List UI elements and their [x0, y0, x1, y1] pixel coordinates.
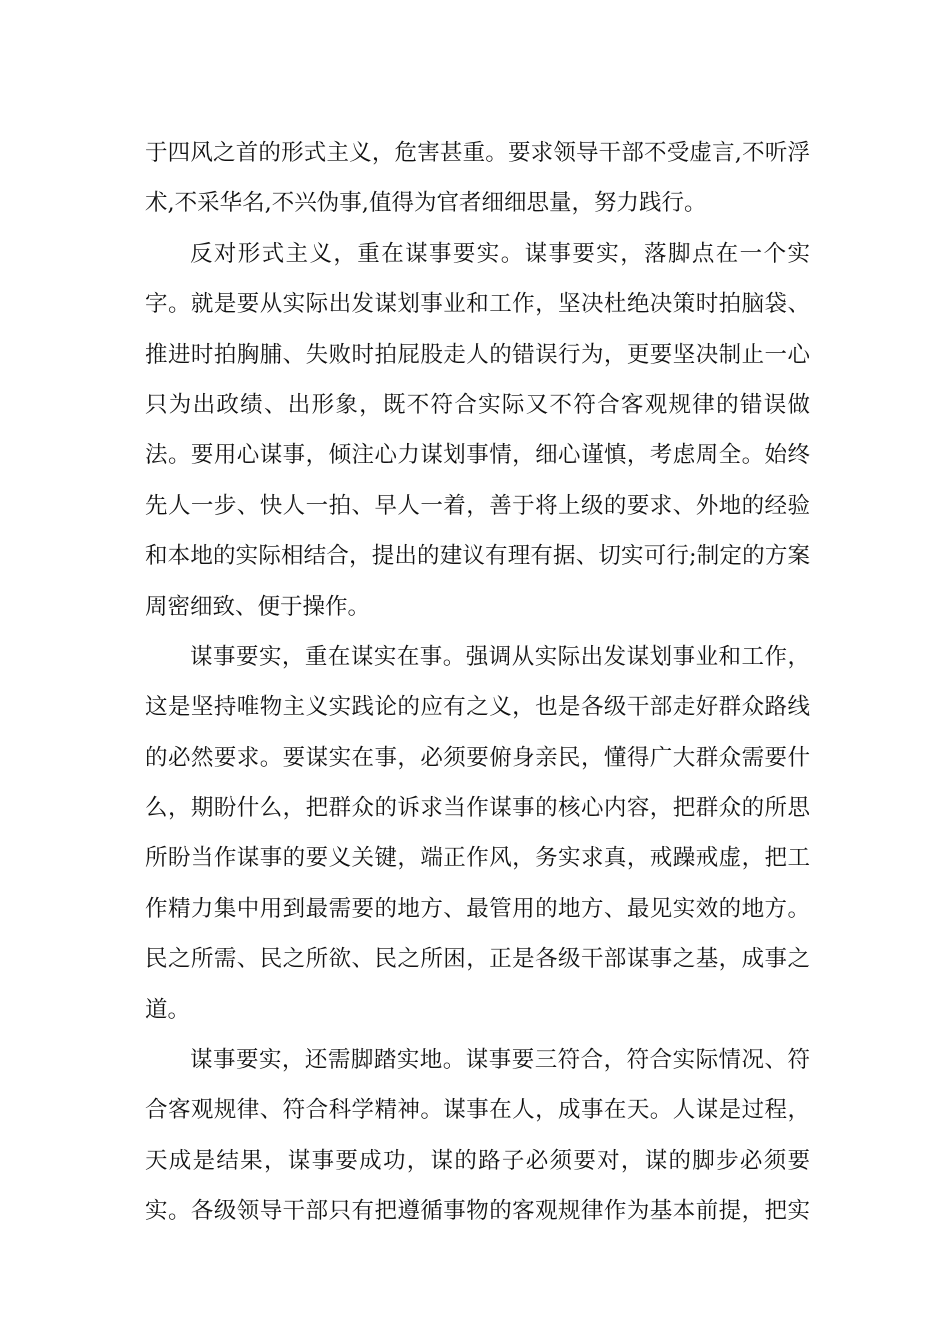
text-line: 道。	[145, 996, 191, 1023]
text-line: 民之所需、民之所欲、民之所困，正是各级干部谋事之基，成事之	[145, 946, 810, 973]
text-line: 作精力集中用到最需要的地方、最管用的地方、最见实效的地方。	[145, 895, 810, 922]
paragraph-first-line: 谋事要实，还需脚踏实地。谋事要三符合，符合实际情况、符	[190, 1047, 810, 1074]
text-line: 周密细致、便于操作。	[145, 593, 371, 620]
text-line: 这是坚持唯物主义实践论的应有之义，也是各级干部走好群众路线	[145, 694, 810, 721]
text-line: 先人一步、快人一拍、早人一着，善于将上级的要求、外地的经验	[145, 492, 810, 519]
text-line: 合客观规律、符合科学精神。谋事在人，成事在天。人谋是过程，	[145, 1097, 810, 1124]
text-line: 实。各级领导干部只有把遵循事物的客观规律作为基本前提，把实	[145, 1198, 810, 1225]
document-body	[145, 128, 810, 1237]
text-line: 和本地的实际相结合，提出的建议有理有据、切实可行;制定的方案	[145, 543, 810, 570]
text-line: 么，期盼什么，把群众的诉求当作谋事的核心内容，把群众的所思	[145, 795, 810, 822]
paragraph-first-line: 谋事要实，重在谋实在事。强调从实际出发谋划事业和工作，	[190, 643, 810, 670]
text-line: 所盼当作谋事的要义关键，端正作风，务实求真，戒躁戒虚，把工	[145, 845, 810, 872]
text-line: 只为出政绩、出形象，既不符合实际又不符合客观规律的错误做	[145, 391, 810, 418]
text-line: 的必然要求。要谋实在事，必须要俯身亲民，懂得广大群众需要什	[145, 744, 810, 771]
text-line: 推进时拍胸脯、失败时拍屁股走人的错误行为，更要坚决制止一心	[145, 341, 810, 368]
text-line: 字。就是要从实际出发谋划事业和工作，坚决杜绝决策时拍脑袋、	[145, 291, 810, 318]
paragraph-first-line: 反对形式主义，重在谋事要实。谋事要实，落脚点在一个实	[190, 240, 810, 267]
text-line: 术,不采华名,不兴伪事,值得为官者细细思量，努力践行。	[145, 190, 707, 217]
text-line: 法。要用心谋事，倾注心力谋划事情，细心谨慎，考虑周全。始终	[145, 442, 810, 469]
text-line: 于四风之首的形式主义，危害甚重。要求领导干部不受虚言,不听浮	[145, 140, 810, 166]
text-line: 天成是结果，谋事要成功，谋的路子必须要对，谋的脚步必须要	[145, 1147, 810, 1174]
